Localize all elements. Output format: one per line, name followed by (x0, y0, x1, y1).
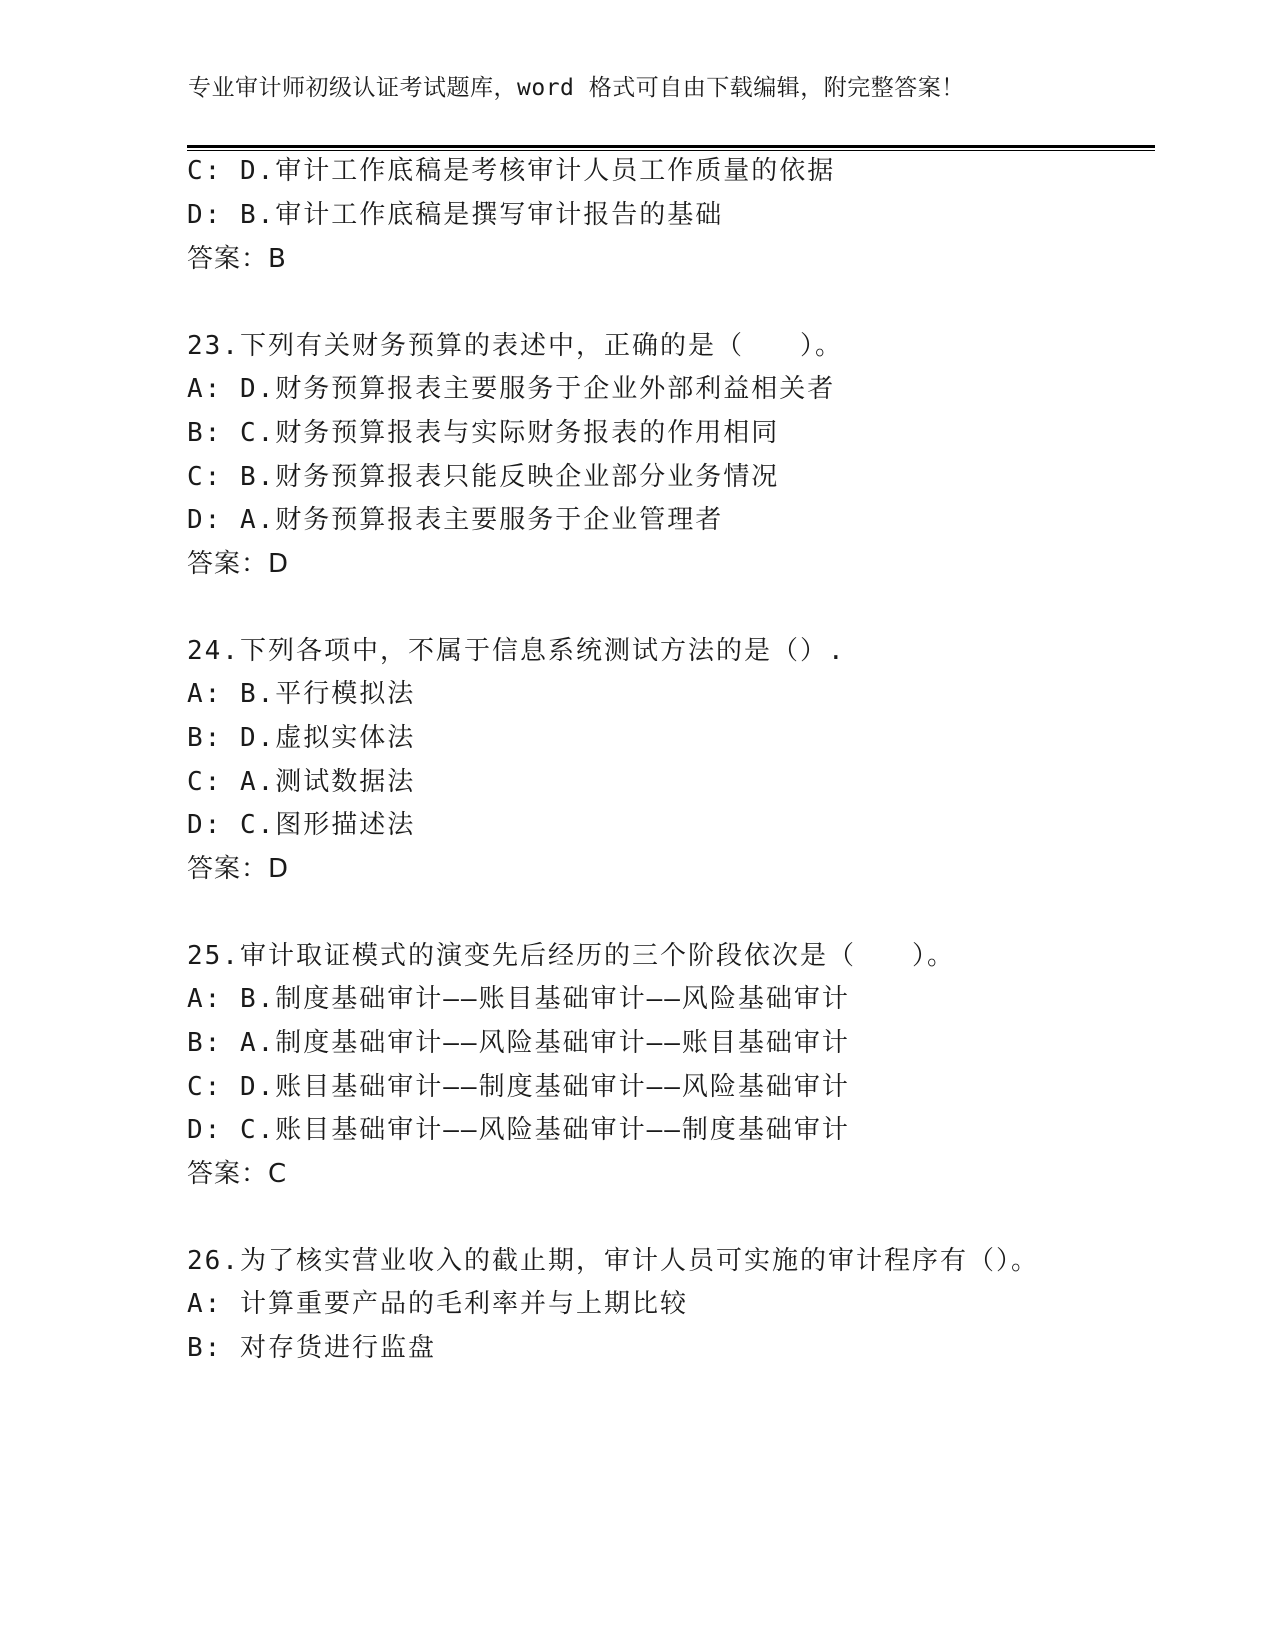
option-line: B: A.制度基础审计——风险基础审计——账目基础审计 (187, 1028, 850, 1058)
option-line: A: B.平行模拟法 (187, 679, 416, 709)
option-line: A: B.制度基础审计——账目基础审计——风险基础审计 (187, 984, 850, 1014)
option-line: C: B.财务预算报表只能反映企业部分业务情况 (187, 462, 780, 492)
option-line: C: D.账目基础审计——制度基础审计——风险基础审计 (187, 1072, 850, 1102)
option-line: D: A.财务预算报表主要服务于企业管理者 (187, 505, 724, 535)
option-line: B: D.虚拟实体法 (187, 723, 416, 753)
page-header: 专业审计师初级认证考试题库，word 格式可自由下载编辑，附完整答案！ (188, 75, 965, 101)
answer-line: 答案：B (187, 244, 287, 274)
question-text: 24.下列各项中，不属于信息系统测试方法的是（）. (187, 636, 846, 666)
option-line: D: C.账目基础审计——风险基础审计——制度基础审计 (187, 1115, 850, 1145)
question-text: 25.审计取证模式的演变先后经历的三个阶段依次是（ ）。 (187, 941, 955, 971)
option-line: B: 对存货进行监盘 (187, 1333, 436, 1363)
question-text: 26.为了核实营业收入的截止期，审计人员可实施的审计程序有（）。 (187, 1246, 1039, 1276)
option-line: D: C.图形描述法 (187, 810, 416, 840)
option-line: A: 计算重要产品的毛利率并与上期比较 (187, 1289, 688, 1319)
option-line: D: B.审计工作底稿是撰写审计报告的基础 (187, 200, 724, 230)
answer-line: 答案：D (187, 549, 290, 579)
option-line: A: D.财务预算报表主要服务于企业外部利益相关者 (187, 374, 836, 404)
option-line: C: D.审计工作底稿是考核审计人员工作质量的依据 (187, 156, 836, 186)
question-text: 23.下列有关财务预算的表述中，正确的是（ ）。 (187, 331, 843, 361)
option-line: B: C.财务预算报表与实际财务报表的作用相同 (187, 418, 780, 448)
header-rule-thin (187, 150, 1155, 151)
option-line: C: A.测试数据法 (187, 767, 416, 797)
header-rule-thick (187, 145, 1155, 148)
answer-line: 答案：D (187, 854, 290, 884)
answer-line: 答案：C (187, 1159, 288, 1189)
